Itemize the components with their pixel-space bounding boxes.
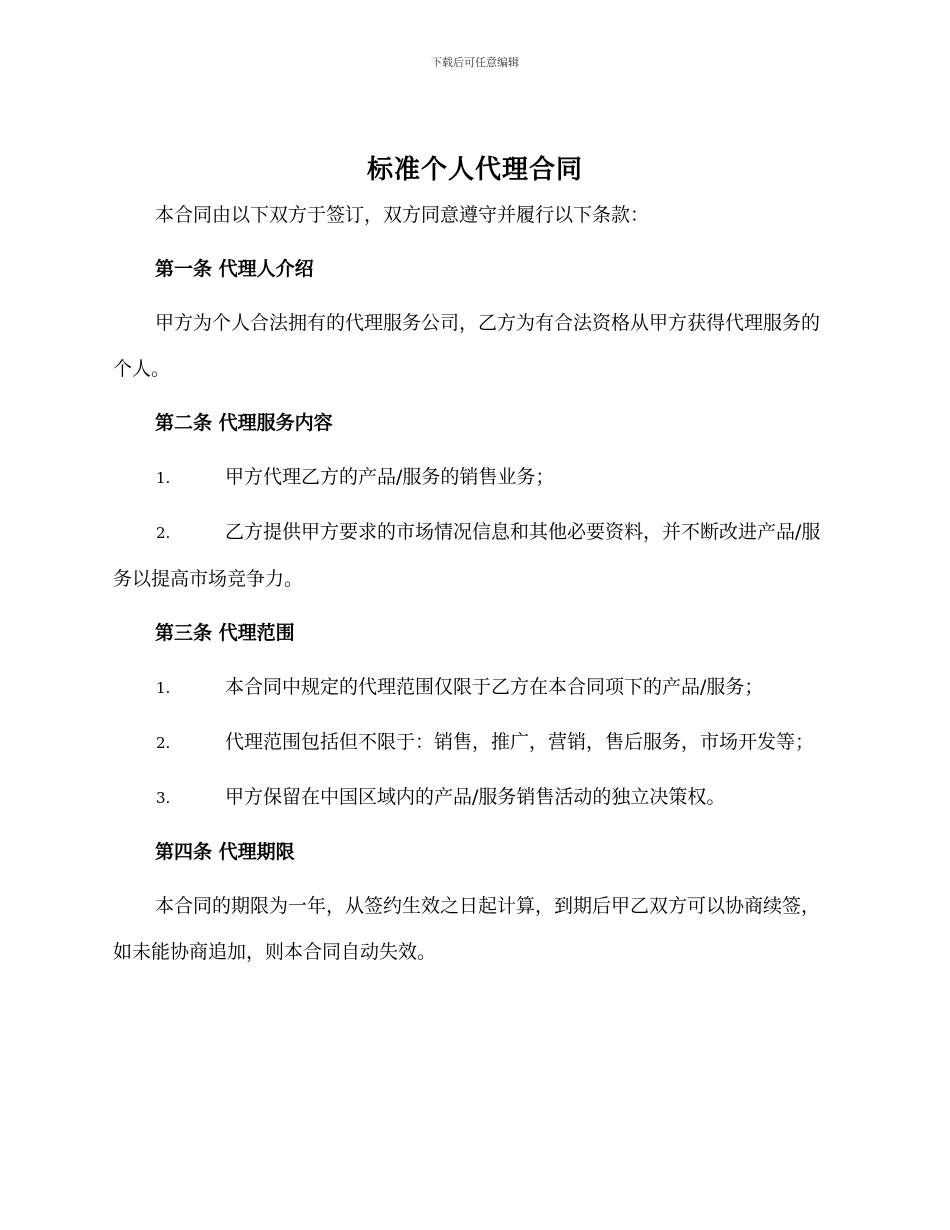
list-item xyxy=(113,664,835,711)
list-item xyxy=(113,454,835,501)
section-heading-3: 第三条 代理范围 xyxy=(155,622,295,644)
list-item xyxy=(113,719,835,766)
list-item-text: 代理范围包括但不限于：销售，推广，营销，售后服务，市场开发等； xyxy=(225,731,815,753)
list-item-number: 2. xyxy=(156,524,171,542)
section-paragraph-1: 甲方为个人合法拥有的代理服务公司，乙方为有合法资格从甲方获得代理服务的个人。 xyxy=(113,312,821,380)
intro-paragraph: 本合同由以下双方于签订，双方同意遵守并履行以下条款： xyxy=(155,204,650,226)
header-note: 下载后可任意编辑 xyxy=(431,56,519,69)
list-item-text: 甲方保留在中国区域内的产品/服务销售活动的独立决策权。 xyxy=(225,786,726,808)
list-item-text: 乙方提供甲方要求的市场情况信息和其他必要资料，并不断改进产品/服务以提高市场竞争力。 xyxy=(113,521,821,590)
list-item-number: 3. xyxy=(156,789,171,807)
list-item-text: 甲方代理乙方的产品/服务的销售业务； xyxy=(225,466,555,488)
section-heading-1: 第一条 代理人介绍 xyxy=(155,258,314,280)
list-item-number: 2. xyxy=(156,734,171,752)
section-heading-4: 第四条 代理期限 xyxy=(155,841,295,863)
section-paragraph-4: 本合同的期限为一年，从签约生效之日起计算，到期后甲乙双方可以协商续签，如未能协商追加，则本合同自动失效。 xyxy=(113,895,821,963)
list-item-text: 本合同中规定的代理范围仅限于乙方在本合同项下的产品/服务； xyxy=(225,676,764,698)
document-title: 标准个人代理合同 xyxy=(366,155,583,185)
section-heading-2: 第二条 代理服务内容 xyxy=(155,412,333,434)
list-item-number: 1. xyxy=(156,469,171,487)
list-item xyxy=(113,774,835,821)
list-item xyxy=(113,509,835,602)
list-item-number: 1. xyxy=(156,679,171,697)
document-body xyxy=(113,192,835,975)
